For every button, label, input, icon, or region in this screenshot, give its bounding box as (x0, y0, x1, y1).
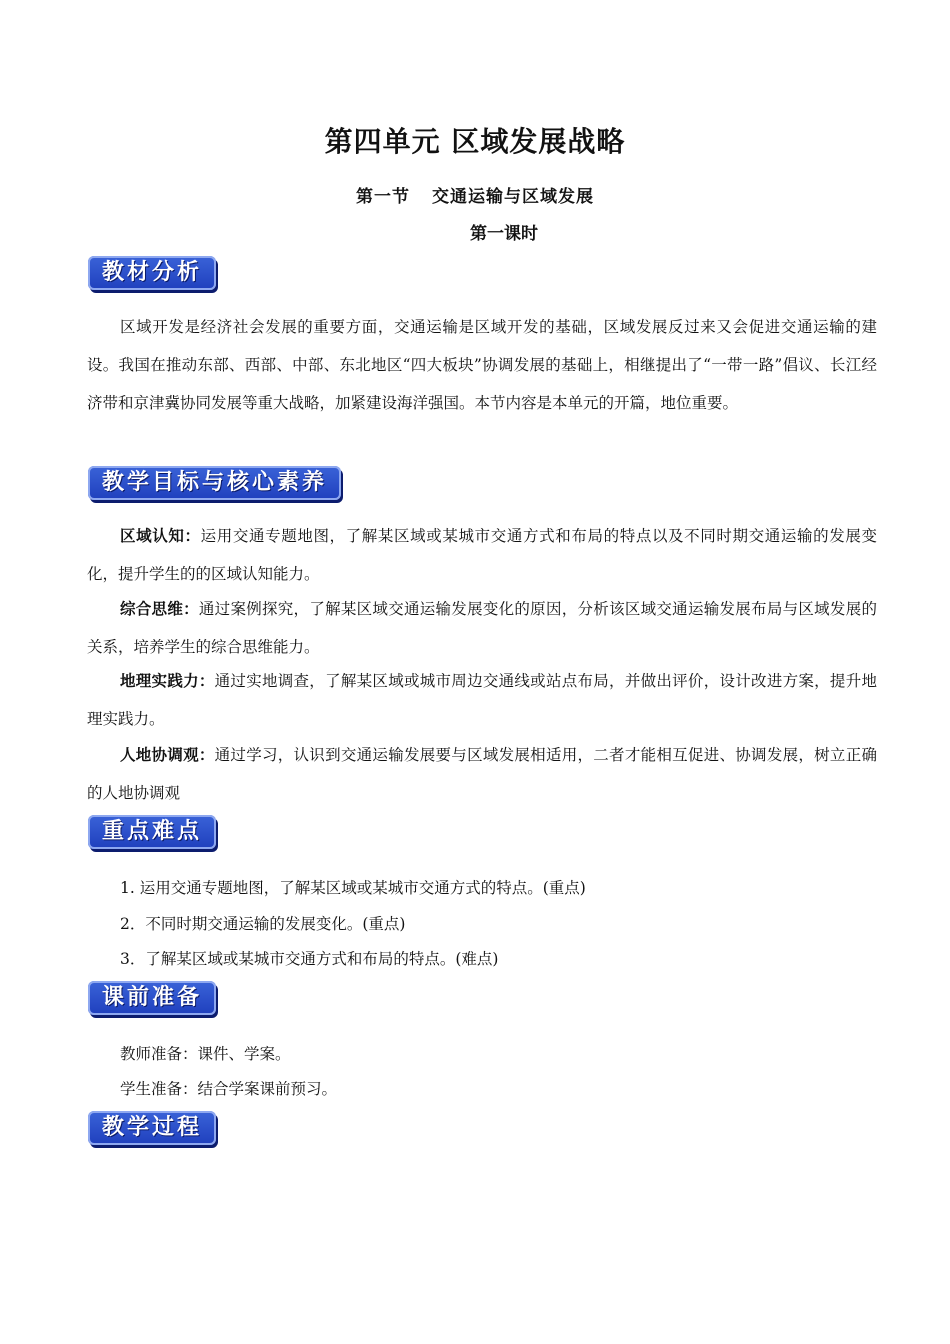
teacher-preparation: 教师准备：课件、学案。 (120, 1045, 291, 1063)
key-point-item: 2．不同时期交通运输的发展变化。(重点) (120, 915, 406, 933)
badge-preparation: 课前准备 (88, 981, 216, 1015)
objective-text: 通过学习，认识到交通运输发展要与区域发展相适用，二者才能相互促进、协调发展，树立正确的人地协调观 (87, 746, 877, 802)
objective-text: 通过实地调查，了解某区域或城市周边交通线或站点布局，并做出评价，设计改进方案，提升地理实践力。 (87, 672, 877, 728)
objective-text: 运用交通专题地图，了解某区域或某城市交通方式和布局的特点以及不同时期交通运输的发展变化，提升学生的的区域认知能力。 (87, 527, 877, 583)
badge-objectives: 教学目标与核心素养 (88, 466, 341, 500)
badge-teaching-process: 教学过程 (88, 1111, 216, 1145)
student-preparation: 学生准备：结合学案课前预习。 (120, 1080, 338, 1098)
badge-textbook-analysis: 教材分析 (88, 256, 216, 290)
unit-title: 第四单元 区域发展战略 (324, 125, 626, 158)
objective-text: 通过案例探究，了解某区域交通运输发展变化的原因，分析该区域交通运输发展布局与区域发展的关系，培养学生的综合思维能力。 (87, 600, 877, 656)
objective-label: 地理实践力： (120, 672, 215, 690)
section-number: 第一节 (356, 187, 410, 207)
section-title (0, 182, 950, 207)
objective-label: 区域认知： (120, 527, 201, 545)
objective-geographic-practice (87, 662, 877, 738)
objective-human-earth-harmony (87, 736, 877, 812)
badge-key-points: 重点难点 (88, 815, 216, 849)
lesson-title: 第一课时 (470, 224, 538, 244)
section-name: 交通运输与区域发展 (432, 187, 594, 207)
objective-comprehensive-thinking (87, 590, 877, 666)
objective-regional-cognition (87, 517, 877, 593)
key-point-item: 1. 运用交通专题地图，了解某区域或某城市交通方式的特点。(重点) (120, 879, 586, 897)
textbook-analysis-paragraph: 区域开发是经济社会发展的重要方面，交通运输是区域开发的基础，区域发展反过来又会促进交通运输的建设。我国在推动东部、西部、中部、东北地区“四大板块”协调发展的基础上，相继提出了“一带一路”倡议、长江经济带和京津冀协同发展等重大战略，加紧建设海洋强国。本节内容是本单元的开篇，地位重要。 (87, 318, 877, 412)
key-point-item: 3．了解某区域或某城市交通方式和布局的特点。(难点) (120, 950, 499, 968)
objective-label: 人地协调观： (120, 746, 215, 764)
objective-label: 综合思维： (120, 600, 199, 618)
